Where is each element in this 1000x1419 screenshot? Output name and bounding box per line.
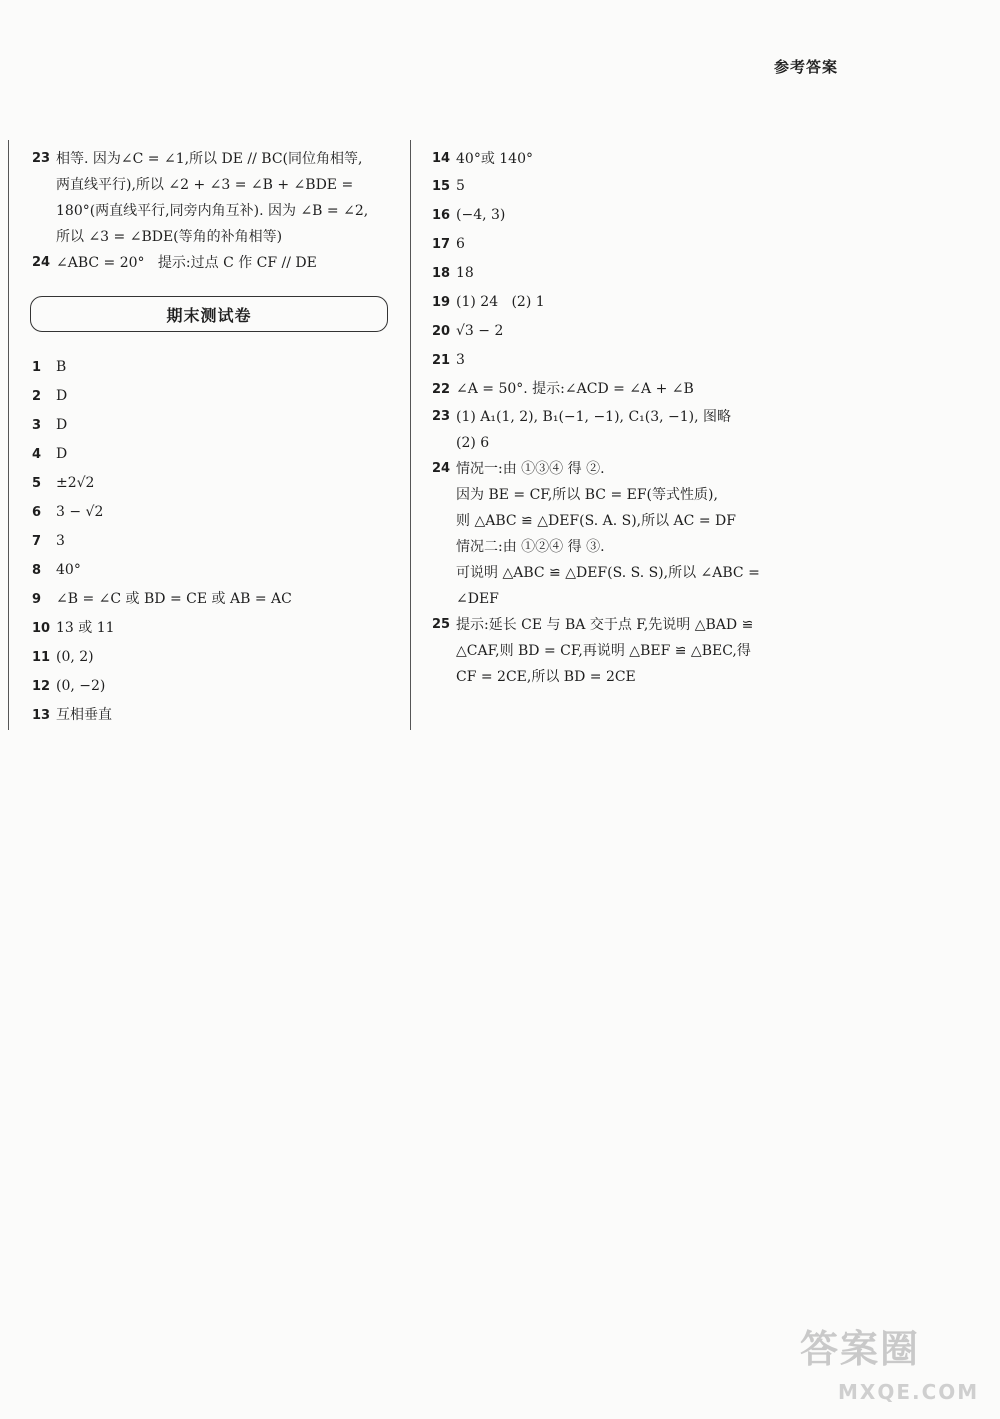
answer-item <box>432 230 802 259</box>
left-answer-column <box>32 353 397 730</box>
answer-text: 6 <box>456 236 465 252</box>
answer-number: 13 <box>32 708 51 723</box>
answer-text: B <box>56 359 67 375</box>
answer-item <box>432 288 802 317</box>
answer-text: D <box>56 417 68 433</box>
answer-item <box>32 146 397 250</box>
answer-text: 5 <box>456 178 465 194</box>
left-margin-line <box>8 140 9 730</box>
answer-item <box>432 146 802 172</box>
answer-item <box>32 382 397 411</box>
answer-item <box>432 456 802 612</box>
answer-item <box>32 250 397 276</box>
answer-item <box>432 612 802 690</box>
answer-text: ∠ABC = 20° 提示:过点 C 作 CF // DE <box>56 255 317 271</box>
right-answer-column <box>432 146 802 690</box>
answer-text: (0, 2) <box>56 649 94 665</box>
answer-number: 16 <box>432 208 451 223</box>
answer-item <box>32 614 397 643</box>
answer-item <box>32 556 397 585</box>
answer-item <box>32 672 397 701</box>
answer-text: 互相垂直 <box>56 707 112 723</box>
answer-number: 5 <box>32 476 42 491</box>
answer-number: 23 <box>32 151 51 166</box>
answer-number: 9 <box>32 592 42 607</box>
answer-item <box>432 346 802 375</box>
answer-text: ∠B = ∠C 或 BD = CE 或 AB = AC <box>56 591 292 607</box>
answer-item <box>432 404 802 456</box>
answer-text: 情况一:由 ①③④ 得 ②. 因为 BE = CF,所以 BC = EF(等式性质), 则 △ABC ≌ △DEF(S. A. S),所以 AC = DF 情况二:由 ①②④ 得 ③. 可说明 △ABC ≌ △DEF(S. S. S),所以 ∠ABC = ∠DEF <box>456 461 760 607</box>
left-top-column <box>32 146 397 276</box>
answer-number: 2 <box>32 389 42 404</box>
answer-text: 相等. 因为∠C = ∠1,所以 DE // BC(同位角相等, 两直线平行),所以 ∠2 + ∠3 = ∠B + ∠BDE = 180°(两直线平行,同旁内角互补). 因为 ∠B = ∠2, 所以 ∠3 = ∠BDE(等角的补角相等) <box>56 151 369 245</box>
column-divider <box>410 140 411 730</box>
answer-text: (−4, 3) <box>456 207 506 223</box>
page-header: 参考答案 <box>774 58 839 76</box>
answer-item <box>432 375 802 404</box>
answer-number: 24 <box>432 461 451 476</box>
answer-item <box>32 469 397 498</box>
answer-number: 3 <box>32 418 42 433</box>
watermark-url: MXQE.COM <box>838 1380 980 1404</box>
answer-number: 6 <box>32 505 42 520</box>
answer-number: 4 <box>32 447 42 462</box>
answer-number: 22 <box>432 382 451 397</box>
answer-item <box>32 643 397 672</box>
answer-item <box>432 172 802 201</box>
answer-number: 25 <box>432 617 451 632</box>
answer-number: 19 <box>432 295 451 310</box>
answer-number: 15 <box>432 179 451 194</box>
answer-number: 1 <box>32 360 42 375</box>
answer-text: (1) A₁(1, 2), B₁(−1, −1), C₁(3, −1), 图略 (2) 6 <box>456 409 732 451</box>
answer-number: 23 <box>432 409 451 424</box>
answer-text: 3 − √2 <box>56 504 104 520</box>
answer-text: 40°或 140° <box>456 151 533 167</box>
answer-text: (1) 24 (2) 1 <box>456 294 545 310</box>
answer-text: 提示:延长 CE 与 BA 交于点 F,先说明 △BAD ≌ △CAF,则 BD = CF,再说明 △BEF ≌ △BEC,得 CF = 2CE,所以 BD = 2CE <box>456 617 754 685</box>
answer-number: 21 <box>432 353 451 368</box>
answer-item <box>432 317 802 346</box>
watermark-logo: 答案圈 <box>800 1327 921 1371</box>
answer-item <box>32 411 397 440</box>
answer-text: ∠A = 50°. 提示:∠ACD = ∠A + ∠B <box>456 381 694 397</box>
answer-text: 3 <box>56 533 65 549</box>
answer-item <box>432 201 802 230</box>
answer-number: 8 <box>32 563 42 578</box>
answer-text: √3 − 2 <box>456 323 504 339</box>
answer-text: 40° <box>56 562 81 578</box>
answer-text: D <box>56 388 68 404</box>
answer-item <box>32 585 397 614</box>
answer-number: 10 <box>32 621 51 636</box>
answer-number: 7 <box>32 534 42 549</box>
answer-item <box>32 701 397 730</box>
answer-number: 12 <box>32 679 51 694</box>
answer-item <box>32 527 397 556</box>
answer-item <box>432 259 802 288</box>
section-title: 期末测试卷 <box>30 296 388 332</box>
answer-text: 13 或 11 <box>56 620 115 636</box>
answer-number: 24 <box>32 255 51 270</box>
answer-text: D <box>56 446 68 462</box>
answer-text: (0, −2) <box>56 678 106 694</box>
answer-item <box>32 498 397 527</box>
answer-text: 18 <box>456 265 474 281</box>
answer-number: 17 <box>432 237 451 252</box>
answer-text: ±2√2 <box>56 475 95 491</box>
answer-item <box>32 440 397 469</box>
answer-number: 11 <box>32 650 51 665</box>
answer-number: 20 <box>432 324 451 339</box>
answer-number: 18 <box>432 266 451 281</box>
answer-text: 3 <box>456 352 465 368</box>
answer-item <box>32 353 397 382</box>
answer-number: 14 <box>432 151 451 166</box>
